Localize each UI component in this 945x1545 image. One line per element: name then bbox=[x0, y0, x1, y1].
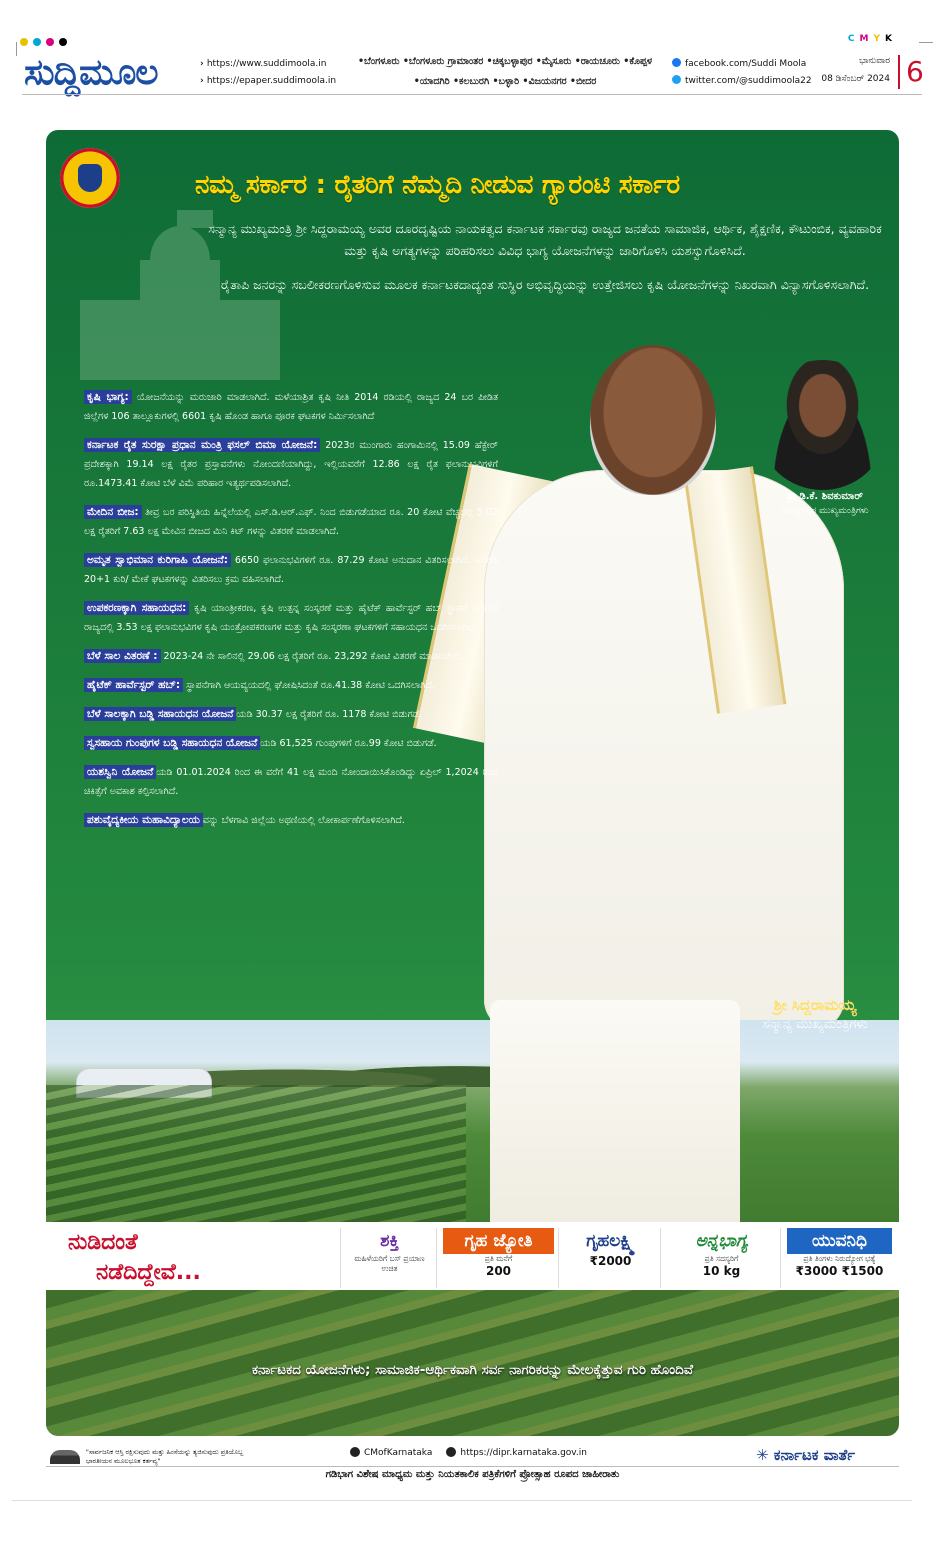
website-links bbox=[200, 56, 336, 90]
scheme-title: ಮೇದಿನ ಬೀಜ: bbox=[84, 505, 142, 519]
guarantee-shakti: ಶಕ್ತಿ ಮಹಿಳೆಯರಿಗೆ ಬಸ್ ಪ್ರಯಾಣ ಉಚಿತ bbox=[340, 1228, 432, 1288]
scheme-title: ಯಶಸ್ವಿನಿ ಯೋಜನೆ bbox=[84, 765, 156, 779]
scheme-title: ಕೃಷಿ ಭಾಗ್ಯ: bbox=[84, 390, 132, 404]
scheme-item bbox=[84, 647, 498, 666]
guarantee-gruha-jyothi: ಗೃಹ ಜ್ಯೋತಿ ಪ್ರತಿ ಮನೆಗೆ 200 bbox=[436, 1228, 554, 1288]
scheme-item bbox=[84, 763, 498, 801]
twitter-link[interactable]: twitter.com/@suddimoola22 bbox=[672, 73, 812, 90]
scheme-title: ಪಶುವೈದ್ಯಕೀಯ ಮಹಾವಿದ್ಯಾಲಯ bbox=[84, 813, 203, 827]
issue-date-text: 08 ಡಿಸೆಂಬರ್ 2024 bbox=[821, 74, 890, 84]
globe-icon bbox=[446, 1447, 456, 1457]
footer-contacts bbox=[350, 1447, 587, 1458]
scheme-item bbox=[84, 676, 498, 695]
crop-mark bbox=[919, 42, 933, 43]
scheme-title: ಕರ್ನಾಟಕ ರೈತ ಸುರಕ್ಷಾ ಪ್ರಧಾನ ಮಂತ್ರಿ ಫಸಲ್ ಬಿಮಾ ಯೋಜನೆ: bbox=[84, 438, 320, 452]
website-link[interactable]: › https://www.suddimoola.in bbox=[200, 56, 336, 73]
issue-date bbox=[810, 52, 890, 88]
dcm-caption bbox=[760, 490, 890, 518]
facebook-link[interactable]: facebook.com/Suddi Moola bbox=[672, 56, 812, 73]
guarantee-gruha-lakshmi: ಗೃಹಲಕ್ಷ್ಮಿ ₹2000 bbox=[558, 1228, 656, 1288]
footer-note: "ಸಾರ್ವಜನಿಕ ಆಸ್ತಿ ರಕ್ಷಿಸುವುದು ಮತ್ತು ಹಿಂಸೆಯನ್ನು ತ್ಯಜಿಸುವುದು ಪ್ರತಿಯೊಬ್ಬ ಭಾರತೀಯನ ಮೂಲಭೂತ ಕರ್ತವ್ಯ" bbox=[50, 1448, 270, 1466]
ad-headline: ನಮ್ಮ ಸರ್ಕಾರ : ರೈತರಿಗೆ ನೆಮ್ಮದಿ ನೀಡುವ ಗ್ಯಾರಂಟಿ ಸರ್ಕಾರ bbox=[195, 170, 680, 200]
scheme-title: ಸ್ವಸಹಾಯ ಗುಂಪುಗಳ ಬಡ್ಡಿ ಸಹಾಯಧನ ಯೋಜನೆ bbox=[84, 736, 260, 750]
intro-paragraph: ರೈತಾಪಿ ಜನರನ್ನು ಸಬಲೀಕರಣಗೊಳಿಸುವ ಮೂಲಕ ಕರ್ನಾಟಕದಾದ್ಯಂತ ಸುಸ್ಥಿರ ಅಭಿವೃದ್ಧಿಯನ್ನು ಉತ್ತೇಜಿಸಲು ಕೃಷಿ ಯೋಜನೆಗಳನ್ನು ನಿಖರವಾಗಿ ವಿನ್ಯಾಸಗೊಳಿಸಲಾಗಿದೆ. bbox=[220, 277, 870, 292]
page-number: 6 bbox=[898, 55, 924, 89]
guarantee-yuva-nidhi: ಯುವನಿಧಿ ಪ್ರತಿ ತಿಂಗಳು ನಿರುದ್ಯೋಗ ಭತ್ಯೆ ₹3000 ₹1500 bbox=[780, 1228, 892, 1288]
facebook-icon bbox=[672, 58, 681, 67]
scheme-text: ತೀವ್ರ ಬರ ಪರಿಸ್ಥಿತಿಯ ಹಿನ್ನೆಲೆಯಲ್ಲಿ ಎಸ್.ಡಿ.ಆರ್.ಎಫ್. ನಿಂದ ಬಿಡುಗಡೆಯಾದ ರೂ. 20 ಕೋಟಿ ವೆಚ್ಚದಲ್ಲಿ 5.02 ಲಕ್ಷ ರೈತರಿಗೆ 7.63 ಲಕ್ಷ ಮೇವಿನ ಬೀಜದ ಮಿನಿ ಕಿಟ್ ಗಳನ್ನು ವಿತರಣೆ ಮಾಡಲಾಗಿದೆ. bbox=[84, 507, 498, 537]
parliament-icon bbox=[50, 1450, 80, 1464]
scheme-item bbox=[84, 599, 498, 637]
newspaper-logo[interactable]: ಸುದ್ದಿಮೂಲ bbox=[24, 52, 158, 93]
slogan: ನುಡಿದಂತೆ ನಡೆದಿದ್ದೇವೆ... bbox=[68, 1230, 201, 1285]
social-links bbox=[672, 56, 812, 90]
scheme-text: 2023ರ ಮುಂಗಾರು ಹಂಗಾಮಿನಲ್ಲಿ 15.09 ಹೆಕ್ಟೇರ್ ಪ್ರದೇಶಕ್ಕಾಗಿ 19.14 ಲಕ್ಷ ರೈತರ ಪ್ರಸ್ತಾವನೆಗಳು ನೋಂದಣಿಯಾಗಿದ್ದು, ಇಲ್ಲಿಯವರೆಗೆ 12.86 ಲಕ್ಷ ರೈತ ಫಲಾನುಭವಿಗಳಿಗೆ ರೂ.1473.41 ಕೋಟಿ ಬೆಳೆ ವಿಮೆ ಪರಿಹಾರ ಇತ್ಯರ್ಥಪಡಿಸಲಾಗಿದೆ. bbox=[84, 440, 498, 489]
scheme-title: ಬೆಳೆ ಸಾಲಕ್ಕಾಗಿ ಬಡ್ಡಿ ಸಹಾಯಧನ ಯೋಜನೆ bbox=[84, 707, 236, 721]
cm-photo bbox=[484, 470, 844, 1030]
trim-line bbox=[12, 1500, 912, 1501]
cmyk-mark: CMYK bbox=[847, 34, 897, 44]
cm-dhoti bbox=[490, 1000, 740, 1228]
scheme-text: ಯಡಿ 01.01.2024 ರಿಂದ ಈ ವರೆಗೆ 41 ಲಕ್ಷ ಮಂದಿ ನೋಂದಾಯಿಸಿಕೊಂಡಿದ್ದು ಏಪ್ರಿಲ್ 1,2024 ರಿಂದ ಚಿಕಿತ್ಸೆಗೆ ಅವಕಾಶ ಕಲ್ಪಿಸಲಾಗಿದೆ. bbox=[84, 767, 499, 797]
scheme-title: ಹೈಟೆಕ್ ಹಾರ್ವೆಸ್ಟರ್ ಹಬ್: bbox=[84, 678, 183, 692]
scheme-title: ಬೆಳೆ ಸಾಲ ವಿತರಣೆ : bbox=[84, 649, 161, 663]
footer-website[interactable]: https://dipr.karnataka.gov.in bbox=[446, 1447, 587, 1458]
karnataka-emblem-icon bbox=[60, 148, 120, 208]
scheme-item bbox=[84, 503, 498, 541]
cm-caption bbox=[730, 996, 900, 1036]
karnataka-varthe-logo: ✳ ಕರ್ನಾಟಕ ವಾರ್ತೆ bbox=[756, 1446, 855, 1464]
scheme-item bbox=[84, 388, 498, 426]
scheme-item bbox=[84, 734, 498, 753]
cm-name: ಶ್ರೀ ಸಿದ್ದರಾಮಯ್ಯ bbox=[773, 996, 857, 1014]
dcm-portrait bbox=[760, 360, 885, 490]
crop-mark bbox=[16, 42, 17, 56]
cm-portrait bbox=[590, 345, 716, 495]
scheme-text: ಯಡಿ 61,525 ಗುಂಪುಗಳಿಗೆ ರೂ.99 ಕೋಟಿ ಬಿಡುಗಡೆ. bbox=[260, 738, 437, 749]
scheme-text: ಯೋಜನೆಯನ್ನು ಮರುಜಾರಿ ಮಾಡಲಾಗಿದೆ. ಮಳೆಯಾಶ್ರಿತ ಕೃಷಿ ನೀತಿ 2014 ರಡಿಯಲ್ಲಿ ರಾಜ್ಯದ 24 ಬರ ಪೀಡಿತ ಜಿಲ್ಲೆಗಳ 106 ತಾಲ್ಲೂಕುಗಳಲ್ಲಿ 6601 ಕೃಷಿ ಹೊಂಡ ಹಾಗೂ ಪೂರಕ ಘಟಕಗಳ ನಿರ್ಮಿಸಲಾಗಿದೆ bbox=[84, 392, 498, 422]
issue-day: ಭಾನುವಾರ bbox=[859, 56, 890, 66]
ad-intro bbox=[200, 218, 890, 308]
scheme-text: 2023-24 ನೇ ಸಾಲಿನಲ್ಲಿ 29.06 ಲಕ್ಷ ರೈತರಿಗೆ ರೂ. 23,292 ಕೋಟಿ ವಿತರಣೆ ಮಾಡಲಾಗಿದೆ. bbox=[160, 651, 462, 662]
scheme-text: 6650 ಫಲಾನುಭವಿಗಳಿಗೆ ರೂ. 87.29 ಕೋಟಿ ಅನುದಾನ ವಿತರಿಸಲಾಗಿದೆ. ಇದರಡಿ 20+1 ಕುರಿ/ ಮೇಕೆ ಘಟಕಗಳನ್ನು ವಿತರಿಸಲು ಕ್ರಮ ವಹಿಸಲಾಗಿದೆ. bbox=[84, 555, 498, 585]
intro-paragraph: ಸನ್ಮಾನ್ಯ ಮುಖ್ಯಮಂತ್ರಿ ಶ್ರೀ ಸಿದ್ದರಾಮಯ್ಯ ಅವರ ದೂರದೃಷ್ಟಿಯ ನಾಯಕತ್ವದ ಕರ್ನಾಟಕ ಸರ್ಕಾರವು ರಾಜ್ಯದ ಜನತೆಯ ಸಾಮಾಜಿಕ, ಆರ್ಥಿಕ, ಶೈಕ್ಷಣಿಕ, ಕೌಟುಂಬಿಕ, ವ್ಯವಹಾರಿಕ ಮತ್ತು ಕೃಷಿ ಅಗತ್ಯಗಳನ್ನು ಪರಿಹರಿಸಲು ವಿವಿಧ ಭಾಗ್ಯ ಯೋಜನೆಗಳನ್ನು ಜಾರಿಗೊಳಿಸಿ ಯಶಸ್ವುಗೊಳಿಸಿದೆ. bbox=[208, 221, 882, 258]
dcm-name: ಶ್ರೀ ಡಿ.ಕೆ. ಶಿವಕುಮಾರ್ bbox=[787, 491, 863, 502]
scheme-text: ಕೃಷಿ ಯಾಂತ್ರೀಕರಣ, ಕೃಷಿ ಉತ್ಪನ್ನ ಸಂಸ್ಕರಣೆ ಮತ್ತು ಹೈಟೆಕ್ ಹಾರ್ವೆಸ್ಟರ್ ಹಬ್ ಸ್ಥಾಪನೆ ಮೂಲಕ ರಾಜ್ಯದಲ್ಲಿ 3.53 ಲಕ್ಷ ಫಲಾನುಭವಿಗಳ ಕೃಷಿ ಯಂತ್ರೋಪಕರಣಗಳ ಮತ್ತು ಕೃಷಿ ಸಂಸ್ಕರಣಾ ಘಟಕಗಳಿಗೆ ಸಹಾಯಧನ ಒದಗಿಸಲಾಗಿದೆ. bbox=[84, 603, 498, 633]
social-icon bbox=[350, 1447, 360, 1457]
scheme-item bbox=[84, 705, 498, 724]
scheme-item bbox=[84, 811, 498, 830]
crop-rows bbox=[46, 1085, 466, 1225]
registration-dots bbox=[20, 38, 67, 46]
scheme-text: ಸ್ಥಾಪನೆಗಾಗಿ ಆಯವ್ಯಯದಲ್ಲಿ ಘೋಷಿಸಿದಂತೆ ರೂ.41.38 ಕೋಟಿ ಒದಗಿಸಲಾಗಿದೆ. bbox=[183, 680, 435, 691]
footer-strip: ಗಡಿಭಾಗ ವಿಶೇಷ ಮಾಧ್ಯಮ ಮತ್ತು ನಿಯತಕಾಲಿಕ ಪತ್ರಿಕೆಗಳಿಗೆ ಪ್ರೋತ್ಸಾಹ ರೂಪದ ಜಾಹೀರಾತು bbox=[46, 1466, 899, 1482]
masthead-rule bbox=[22, 94, 922, 95]
cm-title: ಸನ್ಮಾನ್ಯ ಮುಖ್ಯಮಂತ್ರಿಗಳು bbox=[762, 1017, 868, 1032]
scheme-title: ಅಮೃತ ಸ್ವಾಭಿಮಾನ ಕುರಿಗಾಹಿ ಯೋಜನೆ: bbox=[84, 553, 231, 567]
footer-handle[interactable]: CMofKarnataka bbox=[350, 1447, 432, 1458]
scheme-text: ಯಡಿ 30.37 ಲಕ್ಷ ರೈತರಿಗೆ ರೂ. 1178 ಕೋಟಿ ಬಿಡುಗಡೆ. bbox=[236, 709, 423, 720]
epaper-link[interactable]: › https://epaper.suddimoola.in bbox=[200, 73, 336, 90]
guarantee-anna-bhagya: ಅನ್ನಭಾಗ್ಯ ಪ್ರತಿ ಸದಸ್ಯರಿಗೆ 10 kg bbox=[660, 1228, 776, 1288]
dcm-title: ಮಾನ್ಯ ಉಪ ಮುಖ್ಯಮಂತ್ರಿಗಳು bbox=[781, 506, 869, 516]
scheme-item bbox=[84, 436, 498, 493]
scheme-title: ಉಪಕರಣಕ್ಕಾಗಿ ಸಹಾಯಧನ: bbox=[84, 601, 189, 615]
scheme-list bbox=[84, 388, 498, 840]
ad-tagline: ಕರ್ನಾಟಕದ ಯೋಜನೆಗಳು; ಸಾಮಾಜಿಕ-ಆರ್ಥಿಕವಾಗಿ ಸರ್ವ ನಾಗರಿಕರನ್ನು ಮೇಲಕ್ಕೆತ್ತುವ ಗುರಿ ಹೊಂದಿವೆ bbox=[251, 1362, 694, 1378]
scheme-item bbox=[84, 551, 498, 589]
twitter-icon bbox=[672, 75, 681, 84]
edition-cities: •ಬೆಂಗಳೂರು •ಬೆಂಗಳೂರು ಗ್ರಾಮಾಂತರ •ಚಿಕ್ಕಬಳ್ಳಾಪುರ •ಮೈಸೂರು •ರಾಯಚೂರು •ಕೊಪ್ಪಳ •ಯಾದಗಿರಿ •ಕಲಬುರಗಿ •ಬಳ್ಳಾರಿ •ವಿಜಯನಗರ •ಬೀದರ bbox=[357, 56, 653, 87]
scheme-text: ವನ್ನು ಬೆಳಗಾವಿ ಜಿಲ್ಲೆಯ ಅಥಣಿಯಲ್ಲಿ ಲೋಕಾರ್ಪಣೆಗೊಳಿಸಲಾಗಿದೆ. bbox=[202, 815, 405, 826]
